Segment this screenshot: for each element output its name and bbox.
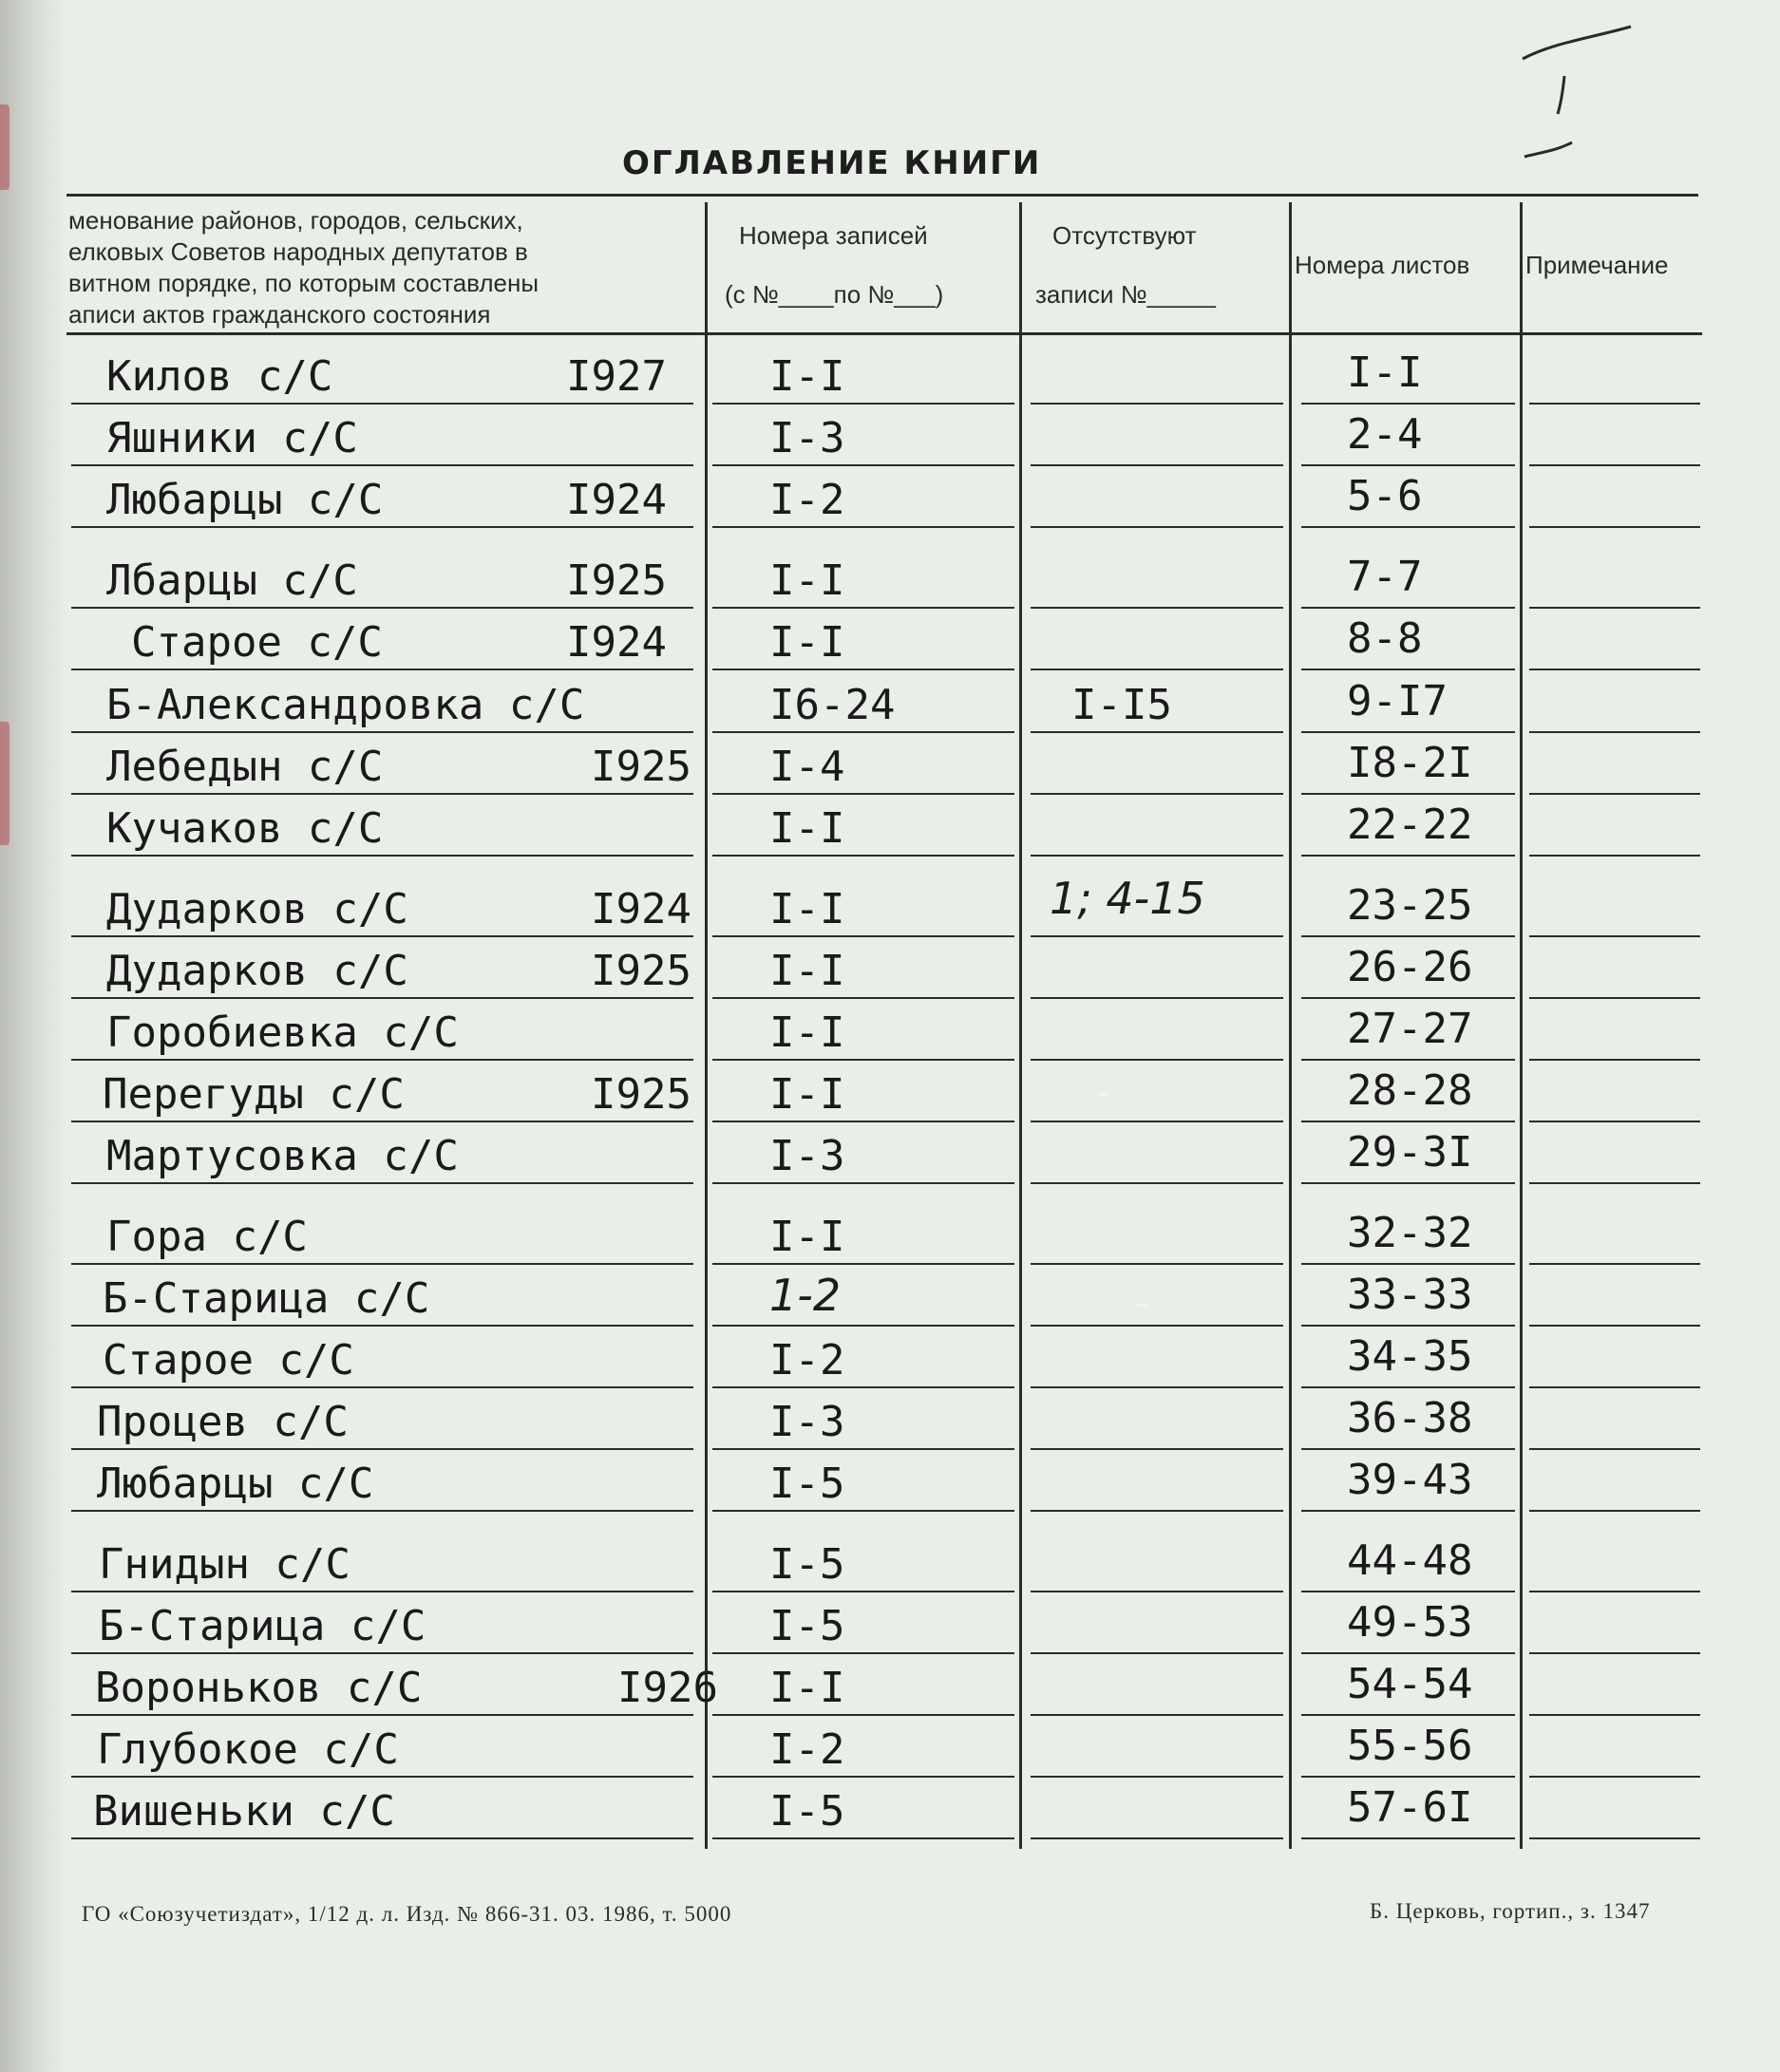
row-records: I-I — [769, 1008, 845, 1057]
row-rule — [1301, 403, 1515, 405]
row-rule — [1529, 1776, 1700, 1778]
row-rule — [712, 1386, 1014, 1388]
row-records: I-5 — [769, 1787, 845, 1836]
row-rule — [1031, 1714, 1283, 1716]
row-records: I-I — [769, 947, 845, 995]
page-binding-shadow — [0, 0, 66, 2072]
page-title: ОГЛАВЛЕНИЕ КНИГИ — [622, 144, 1042, 182]
row-year: I924 — [591, 885, 691, 933]
row-rule — [1031, 1591, 1283, 1592]
row-records: I6-24 — [769, 681, 896, 729]
erased-mark: - — [1097, 1071, 1110, 1113]
row-rule — [712, 669, 1014, 670]
row-rule — [1301, 935, 1515, 937]
row-sheets: 26-26 — [1347, 943, 1473, 991]
row-records: I-I — [769, 556, 845, 605]
column-divider — [1019, 202, 1022, 1849]
row-rule — [71, 1325, 693, 1327]
row-name: Процев с/С — [97, 1398, 349, 1446]
column-divider — [1520, 202, 1523, 1849]
header-col-record-numbers: Номера записей — [739, 221, 928, 250]
row-rule — [712, 997, 1014, 999]
row-year: I926 — [617, 1664, 718, 1712]
row-rule — [712, 464, 1014, 466]
row-rule — [1031, 1510, 1283, 1512]
row-name: Дударков с/С — [106, 885, 408, 933]
header-col-missing-records: записи №_____ — [1035, 280, 1216, 309]
row-records: I-2 — [769, 1725, 845, 1774]
row-rule — [1529, 1837, 1700, 1839]
row-rule — [1031, 1837, 1283, 1839]
row-sheets: 29-3I — [1347, 1128, 1473, 1177]
row-records: I-I — [769, 1664, 845, 1712]
row-rule — [1529, 403, 1700, 405]
row-sheets: 22-22 — [1347, 801, 1473, 849]
row-rule — [1529, 1714, 1700, 1716]
row-rule — [71, 1776, 693, 1778]
row-rule — [1031, 1386, 1283, 1388]
row-rule — [712, 793, 1014, 795]
row-rule — [1031, 1325, 1283, 1327]
printer-imprint: Б. Церковь, гортип., з. 1347 — [1370, 1899, 1651, 1923]
row-sheets: 57-6I — [1347, 1783, 1473, 1832]
row-records: I-I — [769, 1213, 845, 1261]
row-rule — [1529, 1059, 1700, 1061]
row-rule — [1031, 403, 1283, 405]
row-name: Б-Старица с/С — [103, 1274, 430, 1323]
row-rule — [712, 731, 1014, 733]
row-rule — [712, 1448, 1014, 1450]
row-rule — [1529, 1121, 1700, 1122]
row-sheets: 8-8 — [1347, 614, 1423, 663]
row-name: Вишеньки с/С — [93, 1787, 395, 1836]
row-rule — [1301, 1591, 1515, 1592]
row-rule — [1031, 1121, 1283, 1122]
row-name: Лбарцы с/С — [106, 556, 358, 605]
row-records: I-5 — [769, 1602, 845, 1650]
row-sheets: 33-33 — [1347, 1271, 1473, 1319]
row-rule — [71, 1652, 693, 1654]
column-divider — [705, 202, 708, 1849]
row-year: I925 — [591, 947, 691, 995]
header-col-names: менование районов, городов, сельских, елковых Советов народных депутатов в витном порядке, по которым составлены аписи актов гражданского состояния — [68, 206, 540, 329]
binding-stain — [0, 722, 9, 845]
row-rule — [1031, 731, 1283, 733]
row-rule — [712, 1652, 1014, 1654]
row-rule — [1031, 935, 1283, 937]
row-records: I-I — [769, 1070, 845, 1119]
print-imprint: ГО «Союзучетиздат», 1/12 д. л. Изд. № 866-31. 03. 1986, т. 5000 — [82, 1902, 732, 1926]
row-rule — [1301, 1652, 1515, 1654]
row-rule — [71, 403, 693, 405]
row-records: I-5 — [769, 1540, 845, 1589]
row-rule — [1529, 1263, 1700, 1265]
row-rule — [71, 1121, 693, 1122]
row-rule — [1529, 1182, 1700, 1184]
row-rule — [1301, 1714, 1515, 1716]
row-rule — [71, 607, 693, 609]
row-records: I-2 — [769, 476, 845, 524]
header-col-notes: Примечание — [1525, 251, 1669, 279]
row-sheets: 36-38 — [1347, 1394, 1473, 1442]
row-records: I-I — [769, 804, 845, 853]
header-top-rule — [66, 194, 1698, 197]
row-rule — [71, 1386, 693, 1388]
row-rule — [712, 526, 1014, 528]
row-rule — [1529, 1510, 1700, 1512]
row-rule — [1529, 855, 1700, 857]
row-rule — [1301, 1510, 1515, 1512]
row-rule — [1301, 1263, 1515, 1265]
row-name: Гнидын с/С — [99, 1540, 350, 1589]
row-rule — [1301, 464, 1515, 466]
row-rule — [712, 1263, 1014, 1265]
row-rule — [1529, 669, 1700, 670]
row-rule — [1301, 526, 1515, 528]
row-sheets: 5-6 — [1347, 472, 1423, 520]
row-rule — [1301, 1059, 1515, 1061]
row-rule — [1031, 526, 1283, 528]
row-rule — [1301, 1837, 1515, 1839]
row-rule — [1301, 607, 1515, 609]
row-rule — [1031, 1652, 1283, 1654]
row-rule — [1301, 669, 1515, 670]
row-year: I924 — [566, 618, 667, 667]
row-rule — [712, 403, 1014, 405]
column-divider — [1289, 202, 1292, 1849]
row-rule — [712, 935, 1014, 937]
row-rule — [1031, 855, 1283, 857]
row-rule — [1031, 1448, 1283, 1450]
row-rule — [1529, 997, 1700, 999]
row-rule — [1301, 1182, 1515, 1184]
header-bottom-rule — [66, 332, 1702, 335]
row-rule — [1301, 1325, 1515, 1327]
row-sheets: 2-4 — [1347, 410, 1423, 459]
row-rule — [1529, 464, 1700, 466]
row-rule — [71, 855, 693, 857]
row-rule — [71, 1182, 693, 1184]
row-sheets: 23-25 — [1347, 881, 1473, 930]
row-rule — [71, 1263, 693, 1265]
row-rule — [1301, 1386, 1515, 1388]
row-name: Горобиевка с/С — [106, 1008, 459, 1057]
row-name: Дударков с/С — [106, 947, 408, 995]
row-rule — [1301, 1121, 1515, 1122]
row-rule — [712, 1776, 1014, 1778]
row-rule — [1301, 793, 1515, 795]
row-sheets: 49-53 — [1347, 1598, 1473, 1647]
row-rule — [71, 1714, 693, 1716]
row-rule — [1031, 1776, 1283, 1778]
row-name: Старое с/С — [103, 1336, 354, 1384]
row-rule — [1529, 1591, 1700, 1592]
row-sheets: 7-7 — [1347, 553, 1423, 601]
header-col-sheet-numbers: Номера листов — [1295, 251, 1470, 279]
row-sheets: 28-28 — [1347, 1066, 1473, 1115]
row-year: I925 — [591, 743, 691, 791]
row-rule — [1031, 1263, 1283, 1265]
row-rule — [1301, 1776, 1515, 1778]
row-sheets: I8-2I — [1347, 739, 1473, 787]
row-name: Перегуды с/С — [103, 1070, 405, 1119]
row-rule — [1529, 935, 1700, 937]
row-rule — [712, 1325, 1014, 1327]
row-rule — [712, 855, 1014, 857]
row-name: Б-Александровка с/С — [106, 681, 585, 729]
row-name: Гора с/С — [106, 1213, 308, 1261]
row-name: Любарцы с/С — [106, 476, 384, 524]
row-name: Мартусовка с/С — [106, 1132, 459, 1180]
row-rule — [712, 1837, 1014, 1839]
row-name: Кучаков с/С — [106, 804, 384, 853]
row-rule — [71, 1591, 693, 1592]
row-rule — [712, 1510, 1014, 1512]
row-rule — [71, 793, 693, 795]
row-rule — [1031, 997, 1283, 999]
row-rule — [1529, 1325, 1700, 1327]
row-rule — [1529, 526, 1700, 528]
row-sheets: 44-48 — [1347, 1536, 1473, 1585]
row-rule — [1529, 1386, 1700, 1388]
row-rule — [71, 997, 693, 999]
row-year: I925 — [591, 1070, 691, 1119]
row-name: Лебедын с/С — [106, 743, 384, 791]
row-year: I925 — [566, 556, 667, 605]
header-col-missing: Отсутствуют — [1052, 221, 1197, 250]
row-sheets: 39-43 — [1347, 1456, 1473, 1504]
erased-mark: - — [1135, 1282, 1148, 1324]
row-records: I-3 — [769, 1132, 845, 1180]
row-rule — [712, 1059, 1014, 1061]
row-name: Килов с/С — [106, 352, 333, 401]
row-rule — [71, 1837, 693, 1839]
row-records: I-3 — [769, 1398, 845, 1446]
row-name: Глубокое с/С — [97, 1725, 399, 1774]
row-name: Яшники с/С — [106, 414, 358, 462]
row-records: I-3 — [769, 414, 845, 462]
row-rule — [1031, 793, 1283, 795]
row-rule — [1529, 731, 1700, 733]
row-records: I-I — [769, 885, 845, 933]
row-rule — [1529, 1448, 1700, 1450]
row-rule — [1031, 607, 1283, 609]
row-sheets: 9-I7 — [1347, 677, 1448, 725]
row-rule — [71, 1059, 693, 1061]
row-sheets: 27-27 — [1347, 1005, 1473, 1053]
row-rule — [71, 526, 693, 528]
row-sheets: 32-32 — [1347, 1209, 1473, 1257]
handwritten-corner-mark — [1505, 19, 1648, 171]
row-rule — [1301, 731, 1515, 733]
row-records: I-5 — [769, 1460, 845, 1508]
row-records: I-I — [769, 352, 845, 401]
row-rule — [71, 935, 693, 937]
row-rule — [1529, 607, 1700, 609]
row-sheets: 55-56 — [1347, 1722, 1473, 1770]
row-missing: 1; 4-15 — [1050, 873, 1205, 924]
row-rule — [1031, 464, 1283, 466]
row-name: Б-Старица с/С — [99, 1602, 426, 1650]
row-records: 1-2 — [769, 1270, 842, 1321]
row-missing: I-I5 — [1071, 681, 1172, 729]
row-rule — [1031, 1182, 1283, 1184]
row-rule — [712, 1714, 1014, 1716]
row-name: Любарцы с/С — [97, 1460, 374, 1508]
row-rule — [712, 1591, 1014, 1592]
row-rule — [1301, 997, 1515, 999]
row-name: Старое с/С — [131, 618, 383, 667]
row-rule — [1529, 1652, 1700, 1654]
row-rule — [712, 607, 1014, 609]
row-rule — [71, 669, 693, 670]
binding-stain — [0, 104, 9, 190]
row-sheets: 54-54 — [1347, 1660, 1473, 1708]
row-sheets: I-I — [1347, 348, 1423, 397]
row-year: I927 — [566, 352, 667, 401]
row-rule — [71, 1448, 693, 1450]
header-col-record-range: (с №____по №___) — [725, 280, 944, 309]
row-rule — [71, 464, 693, 466]
row-rule — [71, 1510, 693, 1512]
row-sheets: 34-35 — [1347, 1332, 1473, 1381]
row-rule — [1301, 1448, 1515, 1450]
row-name: Вороньков с/С — [95, 1664, 423, 1712]
row-rule — [71, 731, 693, 733]
row-records: I-4 — [769, 743, 845, 791]
row-year: I924 — [566, 476, 667, 524]
row-rule — [1301, 855, 1515, 857]
row-rule — [712, 1121, 1014, 1122]
row-rule — [712, 1182, 1014, 1184]
row-records: I-2 — [769, 1336, 845, 1384]
row-rule — [1031, 669, 1283, 670]
row-rule — [1529, 793, 1700, 795]
row-records: I-I — [769, 618, 845, 667]
row-rule — [1031, 1059, 1283, 1061]
